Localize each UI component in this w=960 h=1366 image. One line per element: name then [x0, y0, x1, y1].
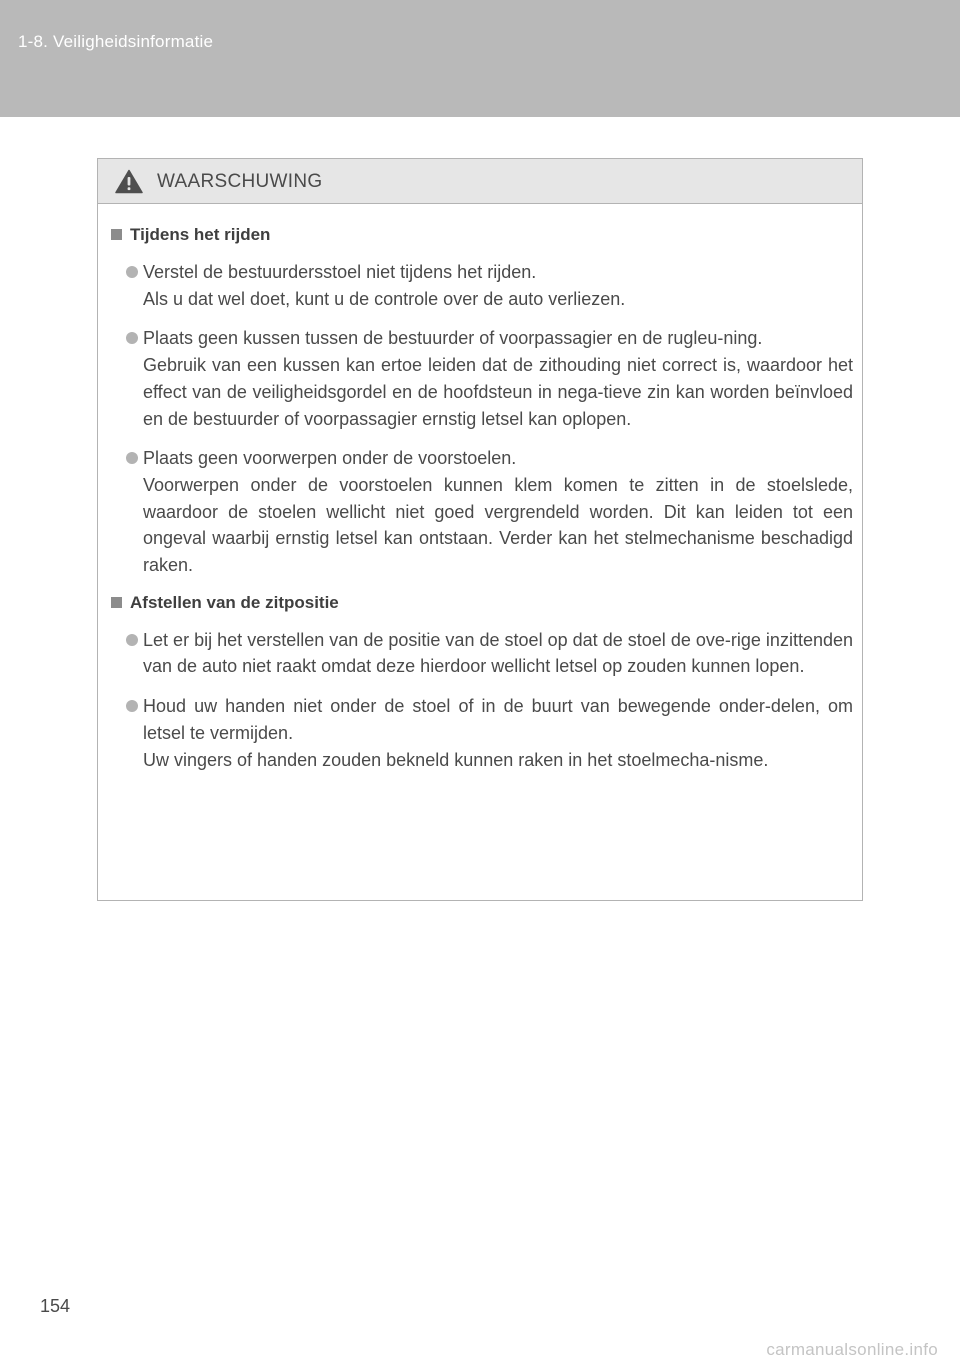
bullet-item	[109, 693, 853, 773]
watermark: carmanualsonline.info	[766, 1340, 938, 1359]
circle-bullet-icon	[126, 332, 138, 344]
bullet-text: Uw vingers of handen zouden bekneld kunnen raken in het stoelmecha-nisme.	[143, 749, 769, 770]
section-title: 1-8. Veiligheidsinformatie	[18, 32, 214, 51]
bullet-text: Gebruik van een kussen kan ertoe leiden dat de zithouding niet correct is, waardoor het effect van de veiligheidsgordel en de hoofdsteun in nega-tieve zin kan worden beïnvloed en de bestuurder of voorpassagier ernstig letsel kan oplopen.	[143, 355, 853, 429]
bullet-text: Als u dat wel doet, kunt u de controle over de auto verliezen.	[143, 288, 626, 309]
bullet-text: Plaats geen kussen tussen de bestuurder of voorpassagier en de rugleu-ning.	[143, 328, 763, 349]
bullet-text: Verstel de bestuurdersstoel niet tijdens het rijden.	[143, 262, 537, 282]
warning-box	[97, 158, 863, 901]
section-heading-text: Afstellen van de zitpositie	[130, 592, 339, 612]
section-heading-text: Tijdens het rijden	[130, 225, 271, 244]
bullet-text: Houd uw handen niet onder de stoel of in de buurt van bewegende onder-delen, om letsel te vermijden.	[143, 696, 853, 743]
bullet-text: Plaats geen voorwerpen onder de voorstoelen.	[143, 448, 517, 469]
page-number: 154	[40, 1296, 71, 1316]
square-icon	[111, 229, 122, 240]
bullet-text: Let er bij het verstellen van de positie van de stoel op dat de stoel de ove-rige inzittenden van de auto niet raakt omdat deze hierdoor wellicht letsel op zouden kunnen lopen.	[143, 629, 853, 677]
bullet-text: Voorwerpen onder de voorstoelen kunnen klem komen te zitten in de stoelslede, waardoor de stoelen wellicht niet goed vergrendeld worden. Dit kan leiden tot een ongeval waarbij ernstig letsel kan ontstaan. Verder kan het stelmechanisme beschadigd raken.	[143, 474, 853, 576]
bullet-item	[109, 445, 853, 579]
warning-content	[98, 204, 862, 773]
header-band	[0, 0, 960, 117]
section-heading	[109, 224, 853, 246]
section-heading	[109, 592, 853, 614]
bullet-item	[109, 325, 853, 432]
bullet-item	[109, 627, 853, 680]
warning-header	[98, 159, 862, 204]
square-icon	[111, 597, 122, 608]
circle-bullet-icon	[126, 700, 138, 712]
warning-title: WAARSCHUWING	[157, 171, 323, 192]
circle-bullet-icon	[126, 266, 138, 278]
circle-bullet-icon	[126, 634, 138, 646]
bullet-item	[109, 259, 853, 312]
warning-triangle-icon	[115, 169, 143, 194]
circle-bullet-icon	[126, 452, 138, 464]
